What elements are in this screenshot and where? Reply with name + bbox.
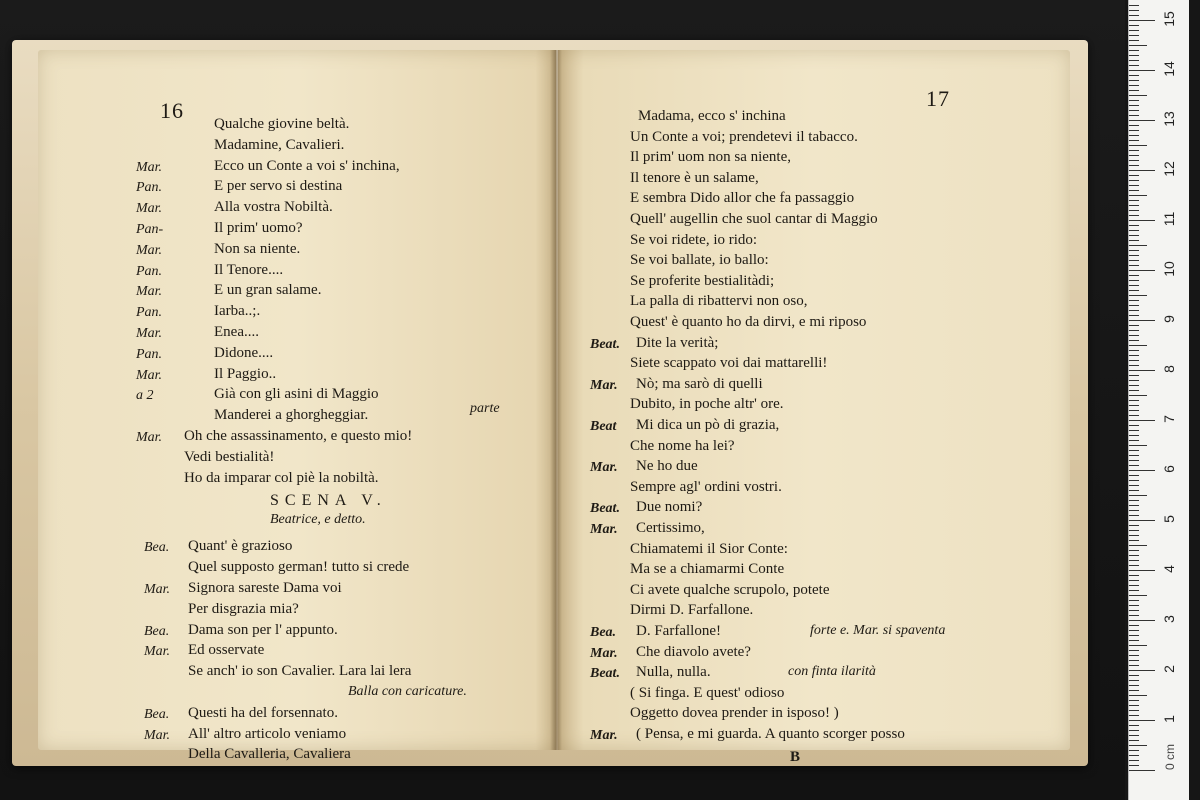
ruler-number: 13 [1161,111,1177,127]
ruler-tick [1129,765,1139,766]
ruler-tick [1129,470,1155,471]
verse-line: Qualche giovine beltà. [214,116,350,132]
speaker-label: Bea. [590,625,617,640]
ruler-tick [1129,350,1139,351]
ruler-tick [1129,520,1155,521]
ruler-tick [1129,700,1139,701]
verse-line: Della Cavalleria, Cavaliera [188,746,351,763]
ruler-tick [1129,625,1139,626]
verse-line: Oggetto dovea prender in isposo! ) [630,705,839,722]
ruler-tick [1129,420,1155,421]
ruler-tick [1129,515,1139,516]
verse-line: All' altro articolo veniamo [188,725,347,742]
stage-direction: con finta ilarità [788,664,876,680]
ruler-number: 5 [1161,515,1177,523]
ruler-tick [1129,235,1139,236]
ruler-tick [1129,445,1147,446]
verse-line: E per servo si destina [214,178,343,195]
verse-line: Se proferite bestialitàdi; [630,272,775,289]
ruler-tick [1129,710,1139,711]
ruler-tick [1129,115,1139,116]
ruler-tick [1129,310,1139,311]
speaker-label: Mar. [136,284,163,300]
ruler-tick [1129,495,1147,496]
verse-line: Il Paggio.. [214,365,277,382]
verse-line: Mi dica un pò di grazia, [636,417,780,433]
ruler-tick [1129,760,1139,761]
ruler-number: 14 [1161,61,1177,77]
ruler-tick [1129,425,1139,426]
ruler-tick [1129,295,1147,296]
ruler-tick [1129,440,1139,441]
verse-line: Quant' è grazioso [188,538,293,555]
ruler-tick [1129,185,1139,186]
ruler-tick [1129,175,1139,176]
ruler-tick [1129,200,1139,201]
speaker-label: Mar. [144,727,171,743]
speaker-label: Pan. [136,180,163,196]
measuring-ruler [1128,0,1189,800]
verse-line: Quest' è quanto ho da dirvi, e mi riposo [630,314,867,330]
verse-line: Ed osservate [188,642,265,659]
ruler-tick [1129,300,1139,301]
speaker-label: Mar. [136,430,163,445]
ruler-tick [1129,570,1155,571]
ruler-tick [1129,605,1139,606]
ruler-tick [1129,55,1139,56]
speaker-label: Beat. [590,336,620,352]
ruler-tick [1129,355,1139,356]
open-book [12,40,1092,768]
ruler-tick [1129,450,1139,451]
ruler-tick [1129,335,1139,336]
ruler-tick [1129,460,1139,461]
ruler-tick [1129,60,1139,61]
ruler-tick [1129,670,1155,671]
verse-line: Nulla, nulla. [636,664,711,681]
verse-line: Vedi bestialità! [184,448,275,465]
ruler-tick [1129,635,1139,636]
verse-line: Iarba..;. [214,303,261,320]
verse-line: E sembra Dido allor che fa passaggio [630,190,855,207]
ruler-number: 3 [1161,615,1177,623]
ruler-tick [1129,135,1139,136]
scene-cast: Beatrice, e detto. [270,512,366,528]
ruler-tick [1129,435,1139,436]
ruler-tick [1129,160,1139,161]
ruler-tick [1129,550,1139,551]
ruler-number: 1 [1161,715,1177,723]
speaker-label: Mar. [144,582,171,597]
ruler-tick [1129,485,1139,486]
ruler-tick [1129,65,1139,66]
ruler-tick [1129,210,1139,211]
ruler-tick [1129,465,1139,466]
ruler-tick [1129,220,1155,221]
ruler-tick [1129,90,1139,91]
ruler-tick [1129,565,1139,566]
ruler-tick [1129,225,1139,226]
ruler-tick [1129,140,1139,141]
ruler-tick [1129,180,1139,181]
signature-mark: B [790,748,801,765]
speaker-label: Beat [590,419,617,434]
ruler-tick [1129,370,1155,371]
ruler-tick [1129,555,1139,556]
ruler-tick [1129,610,1139,611]
speaker-label: Pan. [136,346,163,362]
ruler-tick [1129,655,1139,656]
ruler-tick [1129,685,1139,686]
ruler-number: 4 [1161,565,1177,573]
ruler-tick [1129,330,1139,331]
left-page [38,50,556,763]
page-number: 17 [926,86,950,111]
ruler-tick [1129,680,1139,681]
ruler-tick [1129,645,1147,646]
ruler-tick [1129,510,1139,511]
ruler-tick [1129,85,1139,86]
ruler-tick [1129,70,1155,71]
ruler-tick [1129,100,1139,101]
ruler-tick [1129,345,1147,346]
ruler-tick [1129,170,1155,171]
speaker-label: Pan. [136,305,163,321]
speaker-label: Mar. [590,522,618,537]
ruler-tick [1129,770,1155,771]
speaker-label: Beat. [590,666,620,682]
ruler-tick [1129,630,1139,631]
ruler-number: 11 [1161,211,1177,227]
verse-line: Se voi ridete, io rido: [630,231,758,248]
ruler-tick [1129,365,1139,366]
ruler-tick [1129,750,1139,751]
ruler-tick [1129,195,1147,196]
ruler-tick [1129,255,1139,256]
verse-line: Il prim' uom non sa niente, [630,149,792,166]
ruler-tick [1129,615,1139,616]
speaker-label: a 2 [136,388,154,404]
verse-line: Il Tenore.... [214,261,284,278]
speaker-label: Pan. [136,263,163,279]
verse-line: Nò; ma sarò di quelli [636,375,763,392]
stage-direction: parte [470,401,500,417]
ruler-tick [1129,455,1139,456]
ruler-tick [1129,490,1139,491]
speaker-label: Mar. [136,326,163,341]
ruler-number: 6 [1161,465,1177,473]
verse-line: Chiamatemi il Sior Conte: [630,540,788,557]
ruler-tick [1129,165,1139,166]
verse-line: D. Farfallone! [636,623,721,639]
ruler-number: 15 [1161,11,1177,27]
ruler-tick [1129,535,1139,536]
ruler-tick [1129,690,1139,691]
speaker-label: Pan- [136,222,164,237]
speaker-label: Mar. [136,201,163,217]
ruler-tick [1129,15,1139,16]
ruler-tick [1129,735,1139,736]
speaker-label: Mar. [144,644,171,660]
verse-line: La palla di ribattervi non oso, [630,293,808,310]
ruler-tick [1129,360,1139,361]
ruler-tick [1129,400,1139,401]
ruler-tick [1129,540,1139,541]
ruler-tick [1129,595,1147,596]
ruler-tick [1129,375,1139,376]
speaker-label: Mar. [136,367,163,383]
ruler-tick [1129,580,1139,581]
verse-line: Alla vostra Nobiltà. [214,199,333,216]
verse-line: Dirmi D. Farfallone. [630,602,754,619]
verse-line: Oh che assassinamento, e questo mio! [184,428,413,444]
ruler-tick [1129,105,1139,106]
ruler-tick [1129,5,1139,6]
ruler-tick [1129,120,1155,121]
ruler-tick [1129,740,1139,741]
ruler-tick [1129,285,1139,286]
ruler-tick [1129,730,1139,731]
ruler-tick [1129,270,1155,271]
verse-line: Già con gli asini di Maggio [214,386,379,403]
ruler-tick [1129,415,1139,416]
verse-line: Madamine, Cavalieri. [214,136,345,153]
verse-line: Questi ha del forsennato. [188,704,338,721]
verse-line: Quell' augellin che suol cantar di Maggio [630,211,878,227]
ruler-tick [1129,385,1139,386]
verse-line: Per disgrazia mia? [188,600,299,617]
verse-line: Quel supposto german! tutto si crede [188,559,410,576]
verse-line: Enea.... [214,324,259,340]
verse-line: Ecco un Conte a voi s' inchina, [214,157,400,174]
verse-line: Siete scappato voi dai mattarelli! [630,355,828,372]
ruler-tick [1129,265,1139,266]
verse-line: Ci avete qualche scrupolo, potete [630,581,830,598]
verse-line: Dubito, in poche altr' ore. [630,396,784,413]
ruler-tick [1129,25,1139,26]
ruler-tick [1129,245,1147,246]
speaker-label: Mar. [590,377,618,393]
ruler-tick [1129,560,1139,561]
ruler-unit-label: 0 cm [1163,743,1178,771]
ruler-tick [1129,380,1139,381]
ruler-tick [1129,530,1139,531]
verse-line: ( Pensa, e mi guarda. A quanto scorger posso [636,726,905,742]
scene-heading: SCENA V. [270,492,387,510]
ruler-tick [1129,500,1139,501]
ruler-number: 9 [1161,315,1177,323]
ruler-tick [1129,125,1139,126]
ruler-tick [1129,705,1139,706]
ruler-tick [1129,305,1139,306]
verse-line: Sempre agl' ordini vostri. [630,478,782,495]
speaker-label: Mar. [590,728,618,743]
ruler-tick [1129,35,1139,36]
ruler-tick [1129,45,1147,46]
verse-line: Dama son per l' appunto. [188,621,338,638]
ruler-tick [1129,395,1147,396]
verse-line: Ma se a chiamarmi Conte [630,561,785,578]
speaker-label: Bea. [144,706,170,722]
ruler-tick [1129,230,1139,231]
ruler-tick [1129,720,1155,721]
ruler-tick [1129,575,1139,576]
verse-line: Signora sareste Dama voi [188,580,342,596]
verse-line: Che nome ha lei? [630,437,735,454]
verse-line: Dite la verità; [636,334,719,351]
verse-line: Didone.... [214,344,274,361]
ruler-tick [1129,665,1139,666]
verse-line: Un Conte a voi; prendetevi il tabacco. [630,128,858,145]
right-page [558,50,1070,765]
ruler-tick [1129,430,1139,431]
ruler-tick [1129,725,1139,726]
verse-line: Certissimo, [636,520,705,536]
speaker-label: Mar. [590,460,618,476]
ruler-tick [1129,240,1139,241]
ruler-number: 2 [1161,665,1177,673]
ruler-tick [1129,475,1139,476]
ruler-tick [1129,505,1139,506]
ruler-tick [1129,190,1139,191]
ruler-tick [1129,50,1139,51]
ruler-tick [1129,250,1139,251]
ruler-tick [1129,150,1139,151]
ruler-tick [1129,600,1139,601]
verse-line: Non sa niente. [214,240,301,257]
ruler-tick [1129,155,1139,156]
stage-direction: forte e. Mar. si spaventa [810,623,946,638]
book-gutter [550,50,562,750]
ruler-tick [1129,40,1139,41]
ruler-tick [1129,145,1147,146]
page-number: 16 [160,98,184,123]
ruler-tick [1129,75,1139,76]
ruler-tick [1129,110,1139,111]
ruler-tick [1129,80,1139,81]
ruler-number: 8 [1161,365,1177,373]
ruler-tick [1129,675,1139,676]
ruler-tick [1129,320,1155,321]
ruler-tick [1129,745,1147,746]
verse-line: Ho da imparar col piè la nobiltà. [184,469,379,486]
verse-line: Se voi ballate, io ballo: [630,252,769,269]
ruler-tick [1129,585,1139,586]
ruler-tick [1129,525,1139,526]
ruler-tick [1129,95,1147,96]
ruler-number: 10 [1161,261,1177,277]
verse-line: Madama, ecco s' inchina [638,108,786,124]
ruler-tick [1129,20,1155,21]
stage-direction: Balla con caricature. [348,684,467,699]
verse-line: Il tenore è un salame, [630,169,759,186]
ruler-tick [1129,755,1139,756]
verse-line: Il prim' uomo? [214,220,303,236]
verse-line: Che diavolo avete? [636,643,751,660]
speaker-label: Bea. [144,540,170,556]
ruler-tick [1129,405,1139,406]
ruler-tick [1129,315,1139,316]
ruler-number: 12 [1161,161,1177,177]
verse-line: Ne ho due [636,458,698,475]
ruler-tick [1129,480,1139,481]
ruler-tick [1129,260,1139,261]
ruler-tick [1129,640,1139,641]
ruler-tick [1129,130,1139,131]
ruler-tick [1129,650,1139,651]
ruler-tick [1129,590,1139,591]
speaker-label: Mar. [136,242,163,258]
ruler-tick [1129,215,1139,216]
ruler-tick [1129,30,1139,31]
verse-line: Se anch' io son Cavalier. Lara lai lera [188,663,412,680]
verse-line: Manderei a ghorgheggiar. [214,407,369,424]
ruler-number: 7 [1161,415,1177,423]
speaker-label: Bea. [144,623,170,639]
ruler-tick [1129,715,1139,716]
ruler-tick [1129,10,1139,11]
ruler-tick [1129,205,1139,206]
ruler-tick [1129,340,1139,341]
ruler-tick [1129,695,1147,696]
ruler-tick [1129,325,1139,326]
verse-line: E un gran salame. [214,282,322,299]
ruler-tick [1129,390,1139,391]
ruler-tick [1129,545,1147,546]
speaker-label: Mar. [136,159,163,175]
ruler-tick [1129,660,1139,661]
ruler-tick [1129,410,1139,411]
ruler-tick [1129,620,1155,621]
verse-line: Due nomi? [636,499,703,516]
ruler-tick [1129,280,1139,281]
speaker-label: Mar. [590,645,618,661]
speaker-label: Beat. [590,501,620,517]
verse-line: ( Si finga. E quest' odioso [630,684,785,701]
ruler-tick [1129,290,1139,291]
ruler-tick [1129,275,1139,276]
